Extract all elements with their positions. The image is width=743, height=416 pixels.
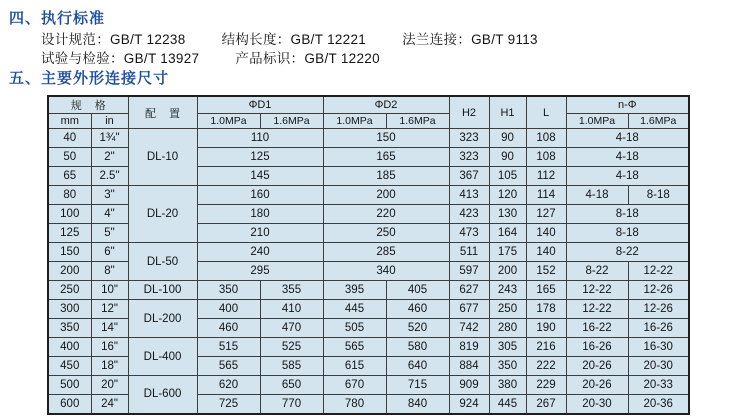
cell-size-in: 10" [91, 281, 128, 300]
cell-n-phi-16mpa: 12-22 [628, 262, 689, 281]
cell-h2: 909 [449, 376, 489, 395]
cell-d1: 160 [197, 186, 323, 205]
header-spec: 规 格 [48, 96, 128, 114]
cell-d2: 185 [323, 167, 449, 186]
cell-size-mm: 200 [48, 262, 91, 281]
cell-d1: 125 [197, 148, 323, 167]
spec-row-dn80 [48, 186, 689, 205]
cell-d2-16mpa: 405 [386, 281, 449, 300]
cell-h1: 380 [489, 376, 526, 395]
cell-l: 152 [526, 262, 566, 281]
section-4-heading: 四、执行标准 [9, 10, 106, 27]
cell-d1-16mpa: 585 [260, 357, 323, 376]
cell-size-in: 4" [91, 205, 128, 224]
cell-d1-10mpa: 725 [197, 395, 260, 414]
cell-config: DL-600 [128, 376, 197, 414]
cell-d1: 145 [197, 167, 323, 186]
dimensions-table [47, 95, 690, 415]
cell-d1-10mpa: 350 [197, 281, 260, 300]
cell-h2: 413 [449, 186, 489, 205]
header-config: 配 置 [128, 96, 197, 129]
cell-l: 178 [526, 300, 566, 319]
section-5-heading: 五、主要外形连接尺寸 [9, 70, 170, 87]
spec-row-dn40 [48, 129, 689, 148]
cell-size-in: 12" [91, 300, 128, 319]
cell-h2: 423 [449, 205, 489, 224]
cell-n-phi: 8-22 [566, 243, 689, 262]
cell-n-phi: 8-18 [566, 224, 689, 243]
cell-h1: 90 [489, 129, 526, 148]
cell-config: DL-10 [128, 129, 197, 186]
cell-size-mm: 100 [48, 205, 91, 224]
cell-d2: 150 [323, 129, 449, 148]
standards-line-2 [41, 47, 380, 67]
header-l: L [526, 96, 566, 129]
cell-n-phi-16mpa: 12-26 [628, 281, 689, 300]
cell-h1: 175 [489, 243, 526, 262]
cell-config: DL-400 [128, 338, 197, 376]
cell-d1-10mpa: 460 [197, 319, 260, 338]
cell-h2: 884 [449, 357, 489, 376]
cell-size-mm: 40 [48, 129, 91, 148]
header-in: in [91, 114, 128, 129]
cell-size-in: 2.5" [91, 167, 128, 186]
standard-item-struct-length: 结构长度：GB/T 12221 [221, 32, 367, 47]
spec-row-dn500 [48, 376, 689, 395]
cell-config: DL-20 [128, 186, 197, 243]
cell-l: 108 [526, 148, 566, 167]
cell-h2: 323 [449, 129, 489, 148]
cell-d2-10mpa: 670 [323, 376, 386, 395]
cell-n-phi-10mpa: 20-26 [566, 357, 628, 376]
cell-size-mm: 400 [48, 338, 91, 357]
cell-d1-10mpa: 400 [197, 300, 260, 319]
table-body [48, 129, 689, 414]
standards-line-1 [41, 28, 538, 48]
cell-d2-16mpa: 640 [386, 357, 449, 376]
cell-size-mm: 65 [48, 167, 91, 186]
cell-size-mm: 350 [48, 319, 91, 338]
cell-n-phi-10mpa: 12-22 [566, 300, 628, 319]
cell-d2-10mpa: 615 [323, 357, 386, 376]
cell-h2: 473 [449, 224, 489, 243]
cell-d1-16mpa: 470 [260, 319, 323, 338]
cell-h1: 350 [489, 357, 526, 376]
standard-item-test-inspect: 试验与检验：GB/T 13927 [41, 51, 200, 66]
cell-d1-16mpa: 525 [260, 338, 323, 357]
cell-size-in: 1¾" [91, 129, 128, 148]
cell-d1: 295 [197, 262, 323, 281]
cell-d2: 340 [323, 262, 449, 281]
cell-size-mm: 250 [48, 281, 91, 300]
cell-d1-10mpa: 620 [197, 376, 260, 395]
cell-d1: 240 [197, 243, 323, 262]
cell-l: 165 [526, 281, 566, 300]
cell-l: 127 [526, 205, 566, 224]
cell-size-in: 18" [91, 357, 128, 376]
header-h2: H2 [449, 96, 489, 129]
cell-n-phi: 4-18 [566, 148, 689, 167]
cell-h1: 120 [489, 186, 526, 205]
table-header [48, 96, 689, 129]
cell-size-in: 8" [91, 262, 128, 281]
cell-h1: 243 [489, 281, 526, 300]
cell-h2: 924 [449, 395, 489, 414]
cell-size-in: 14" [91, 319, 128, 338]
standard-item-flange-conn: 法兰连接：GB/T 9113 [402, 32, 538, 47]
cell-h1: 250 [489, 300, 526, 319]
header-d2-16mpa: 1.6MPa [386, 114, 449, 129]
cell-size-in: 16" [91, 338, 128, 357]
cell-n-phi: 8-18 [566, 205, 689, 224]
cell-n-phi-16mpa: 20-33 [628, 376, 689, 395]
cell-n-phi: 4-18 [566, 129, 689, 148]
cell-d2-10mpa: 565 [323, 338, 386, 357]
cell-h2: 742 [449, 319, 489, 338]
cell-size-in: 5" [91, 224, 128, 243]
cell-config: DL-100 [128, 281, 197, 300]
cell-d2-16mpa: 460 [386, 300, 449, 319]
cell-n-phi-10mpa: 20-30 [566, 395, 628, 414]
cell-d2: 220 [323, 205, 449, 224]
header-row-1 [48, 96, 689, 114]
header-n-phi: n-Φ [566, 96, 689, 114]
cell-size-mm: 300 [48, 300, 91, 319]
header-d2-10mpa: 1.0MPa [323, 114, 386, 129]
cell-d2-10mpa: 780 [323, 395, 386, 414]
cell-h2: 323 [449, 148, 489, 167]
cell-d1: 210 [197, 224, 323, 243]
cell-h1: 90 [489, 148, 526, 167]
cell-n-phi-10mpa: 20-26 [566, 376, 628, 395]
header-d1: ΦD1 [197, 96, 323, 114]
cell-h1: 105 [489, 167, 526, 186]
header-n-phi-16mpa: 1.6MPa [628, 114, 689, 129]
cell-d2-16mpa: 580 [386, 338, 449, 357]
cell-n-phi-16mpa: 16-30 [628, 338, 689, 357]
cell-n-phi: 4-18 [566, 167, 689, 186]
cell-d2-16mpa: 840 [386, 395, 449, 414]
cell-l: 216 [526, 338, 566, 357]
cell-l: 229 [526, 376, 566, 395]
cell-n-phi-10mpa: 12-22 [566, 281, 628, 300]
standard-item-design-spec: 设计规范：GB/T 12238 [41, 32, 186, 47]
cell-size-in: 6" [91, 243, 128, 262]
cell-d1-16mpa: 355 [260, 281, 323, 300]
header-h1: H1 [489, 96, 526, 129]
cell-d2-10mpa: 505 [323, 319, 386, 338]
cell-config: DL-200 [128, 300, 197, 338]
cell-h2: 677 [449, 300, 489, 319]
cell-l: 114 [526, 186, 566, 205]
cell-h2: 819 [449, 338, 489, 357]
spec-row-dn150 [48, 243, 689, 262]
cell-d1-10mpa: 565 [197, 357, 260, 376]
spec-row-dn300 [48, 300, 689, 319]
cell-n-phi-16mpa: 8-18 [628, 186, 689, 205]
cell-n-phi-10mpa: 16-26 [566, 338, 628, 357]
cell-h1: 130 [489, 205, 526, 224]
cell-size-mm: 50 [48, 148, 91, 167]
cell-d1: 180 [197, 205, 323, 224]
cell-d1-16mpa: 650 [260, 376, 323, 395]
cell-n-phi-10mpa: 16-22 [566, 319, 628, 338]
cell-h1: 305 [489, 338, 526, 357]
cell-h2: 597 [449, 262, 489, 281]
cell-n-phi-10mpa: 8-22 [566, 262, 628, 281]
cell-h2: 627 [449, 281, 489, 300]
cell-d2: 200 [323, 186, 449, 205]
cell-d2: 165 [323, 148, 449, 167]
cell-l: 267 [526, 395, 566, 414]
cell-size-in: 3" [91, 186, 128, 205]
cell-d2: 285 [323, 243, 449, 262]
cell-l: 190 [526, 319, 566, 338]
cell-size-mm: 500 [48, 376, 91, 395]
header-d1-10mpa: 1.0MPa [197, 114, 260, 129]
cell-l: 140 [526, 243, 566, 262]
cell-h1: 445 [489, 395, 526, 414]
cell-h1: 200 [489, 262, 526, 281]
cell-n-phi-16mpa: 12-26 [628, 300, 689, 319]
cell-size-in: 20" [91, 376, 128, 395]
cell-size-mm: 125 [48, 224, 91, 243]
cell-d2-16mpa: 520 [386, 319, 449, 338]
cell-d2: 250 [323, 224, 449, 243]
cell-size-in: 2" [91, 148, 128, 167]
cell-d2-10mpa: 395 [323, 281, 386, 300]
cell-d1-16mpa: 410 [260, 300, 323, 319]
cell-size-mm: 450 [48, 357, 91, 376]
cell-d2-16mpa: 715 [386, 376, 449, 395]
standard-item-product-mark: 产品标识：GB/T 12220 [235, 51, 380, 66]
cell-h2: 511 [449, 243, 489, 262]
cell-h2: 367 [449, 167, 489, 186]
header-n-phi-10mpa: 1.0MPa [566, 114, 628, 129]
header-d2: ΦD2 [323, 96, 449, 114]
cell-size-mm: 150 [48, 243, 91, 262]
cell-config: DL-50 [128, 243, 197, 281]
cell-l: 222 [526, 357, 566, 376]
cell-l: 108 [526, 129, 566, 148]
spec-row-dn400 [48, 338, 689, 357]
cell-d1-10mpa: 515 [197, 338, 260, 357]
spec-row-dn250 [48, 281, 689, 300]
cell-h1: 164 [489, 224, 526, 243]
cell-size-mm: 600 [48, 395, 91, 414]
cell-size-mm: 80 [48, 186, 91, 205]
cell-h1: 280 [489, 319, 526, 338]
cell-n-phi-10mpa: 4-18 [566, 186, 628, 205]
cell-d2-10mpa: 445 [323, 300, 386, 319]
cell-n-phi-16mpa: 16-26 [628, 319, 689, 338]
cell-size-in: 24" [91, 395, 128, 414]
cell-d1-16mpa: 770 [260, 395, 323, 414]
header-mm: mm [48, 114, 91, 129]
cell-n-phi-16mpa: 20-36 [628, 395, 689, 414]
cell-d1: 110 [197, 129, 323, 148]
cell-l: 140 [526, 224, 566, 243]
header-d1-16mpa: 1.6MPa [260, 114, 323, 129]
cell-l: 112 [526, 167, 566, 186]
cell-n-phi-16mpa: 20-30 [628, 357, 689, 376]
